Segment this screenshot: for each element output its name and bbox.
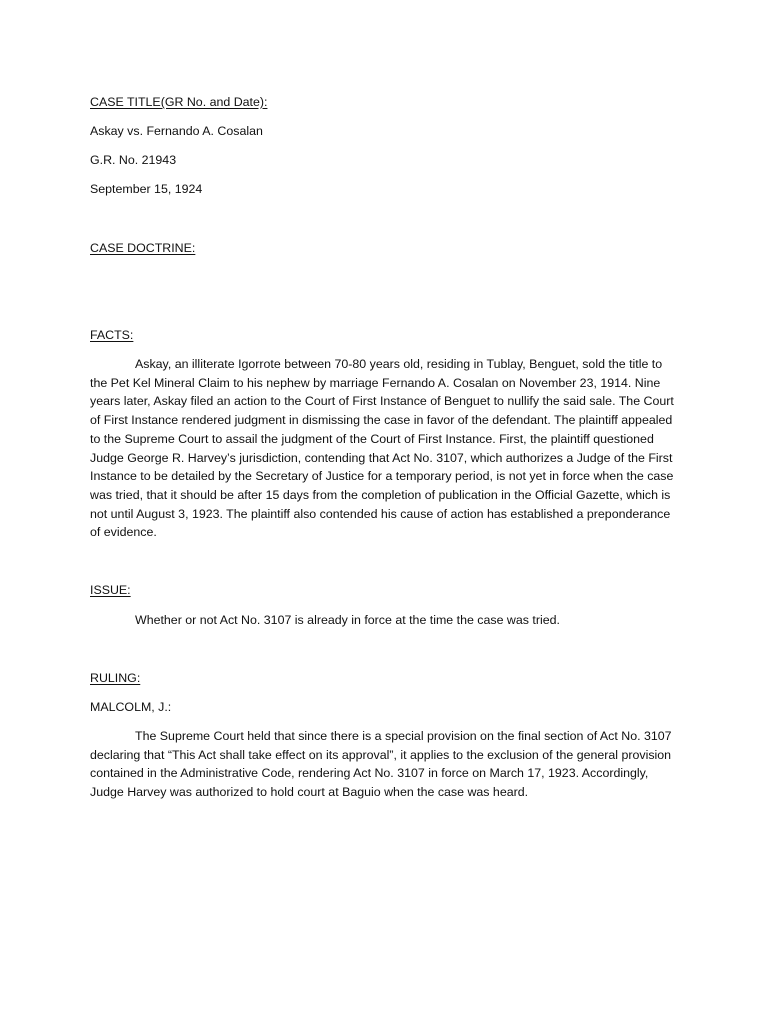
case-title-heading: CASE TITLE(GR No. and Date): (90, 95, 268, 109)
ruling-heading: RULING: (90, 671, 141, 685)
issue-paragraph: Whether or not Act No. 3107 is already in force at the time the case was tried. (135, 613, 560, 627)
ruling-ponente: MALCOLM, J.: (90, 700, 172, 714)
case-date: September 15, 1924 (90, 182, 203, 196)
case-doctrine-heading: CASE DOCTRINE: (90, 241, 196, 255)
case-title-text: Askay vs. Fernando A. Cosalan (90, 124, 263, 138)
facts-paragraph: Askay, an illiterate Igorrote between 70-80 years old, residing in Tublay, Benguet, sold the title to the Pet Kel Mineral Claim to his nephew by marriage Fernando A. Cosalan on November 23, 1914. Nine years later, Askay filed an action to the Court of First Instance of Benguet to nullify the said sale. The Court of First Instance rendered judgment in dismissing the case in favor of the defendant. The plaintiff appealed to the Supreme Court to assail the judgment of the Court of First Instance. First, the plaintiff questioned Judge George R. Harvey’s jurisdiction, contending that Act No. 3107, which authorizes a Judge of the First Instance to be detailed by the Secretary of Justice for a temporary period, is not yet in force when the case was tried, that it should be after 15 days from the completion of publication in the Official Gazette, which is not until August 3, 1923. The plaintiff also contended his cause of action has established a preponderance of evidence. (90, 357, 674, 540)
facts-heading: FACTS: (90, 328, 134, 342)
ruling-paragraph: The Supreme Court held that since there is a special provision on the final section of Act No. 3107 declaring that “This Act shall take effect on its approval”, it applies to the exclusion of the general provision contained in the Administrative Code, rendering Act No. 3107 in force on March 17, 1923. Accordingly, Judge Harvey was authorized to hold court at Baguio when the case was heard. (90, 729, 672, 800)
case-gr-number: G.R. No. 21943 (90, 153, 177, 167)
issue-heading: ISSUE: (90, 583, 131, 597)
